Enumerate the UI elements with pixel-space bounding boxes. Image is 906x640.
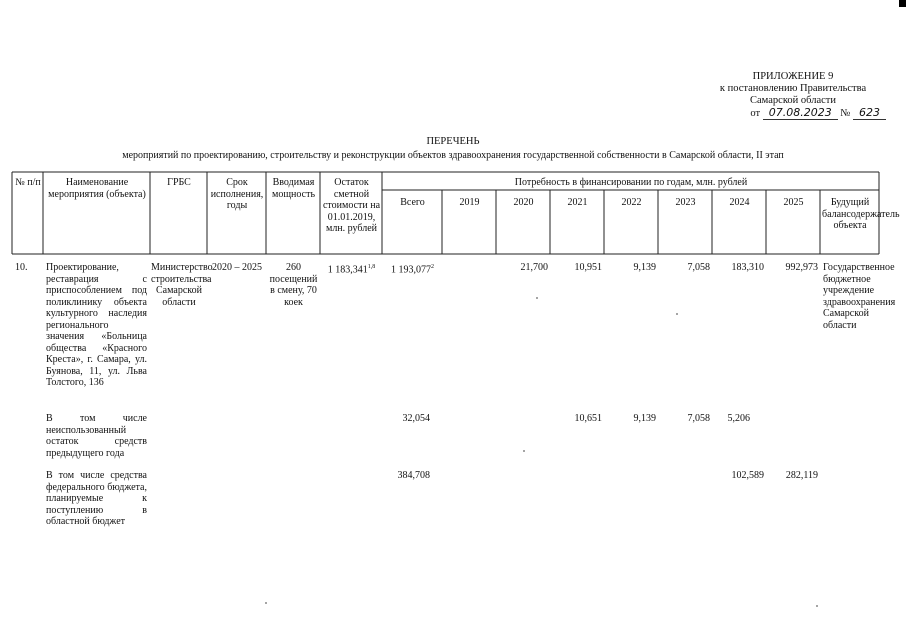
- row-name: Проектирование, реставрация с приспособлением под поликлинику объекта культурного наследия регионального значения «Больница общества «Красного Креста», г. Самара, ул. Буянова, 11, ул. Льва Толстого, 136: [46, 262, 147, 388]
- row-value-2024: 183,310: [731, 262, 764, 273]
- sub1-value-2023: 7,058: [687, 413, 710, 424]
- header-year-2023: 2023: [675, 197, 696, 208]
- sub1-value-2022: 9,139: [633, 413, 656, 424]
- scan-speck: [536, 297, 538, 299]
- header-holder: Будущий балансодержатель объекта: [822, 197, 900, 231]
- scan-speck: [816, 605, 818, 607]
- header-year-2019: 2019: [459, 197, 480, 208]
- appendix-block: [700, 71, 886, 120]
- sub2-total: 384,708: [397, 470, 430, 481]
- date-prefix: от: [750, 108, 761, 119]
- row-value-2022: 9,139: [633, 262, 656, 273]
- header-grbs: ГРБС: [167, 177, 191, 188]
- header-total: Всего: [400, 197, 425, 208]
- appendix-decree-line: к постановлению Правительства: [719, 83, 867, 94]
- scan-speck: [265, 602, 267, 604]
- sub1-label: В том числе неиспользованный остаток средств предыдущего года: [46, 413, 147, 459]
- row-remaining: 1 183,341$^{1,8}$: [327, 264, 376, 276]
- row-value-2021: 10,951: [574, 262, 602, 273]
- header-year-2021: 2021: [567, 197, 588, 208]
- header-funding: Потребность в финансировании по годам, млн. рублей: [514, 177, 748, 188]
- row-value-2023: 7,058: [687, 262, 710, 273]
- header-year-2025: 2025: [783, 197, 804, 208]
- row-capacity: 260 посещений в смену, 70 коек: [269, 262, 318, 308]
- scan-speck: [523, 450, 525, 452]
- header-year-2022: 2022: [621, 197, 642, 208]
- document-subtitle: мероприятий по проектированию, строительству и реконструкции объектов здравоохранения государственной собственности в Самарской области, II этап: [122, 150, 784, 161]
- sub2-value-2025: 282,119: [785, 470, 818, 481]
- scan-corner-mark: [899, 0, 906, 7]
- row-grbs: Министерство строительства Самарской области: [151, 262, 213, 308]
- scan-speck: [676, 313, 678, 315]
- header-capacity: Вводимая мощность: [272, 177, 315, 200]
- decree-number: 623: [853, 107, 886, 120]
- appendix-title: ПРИЛОЖЕНИЕ 9: [752, 71, 834, 82]
- header-num: № п/п: [15, 177, 41, 188]
- row-holder: Государственное бюджетное учреждение здравоохранения Самарской области: [823, 262, 896, 331]
- row-term: 2020 – 2025: [212, 262, 262, 273]
- appendix-region-line: Самарской области: [750, 95, 836, 106]
- row-value-2025: 992,973: [785, 262, 818, 273]
- header-remaining: Остаток сметной стоимости на 01.01.2019, млн. рублей: [322, 177, 381, 234]
- sub2-value-2024: 102,589: [731, 470, 764, 481]
- sub1-total: 32,054: [402, 413, 430, 424]
- sub1-value-2021: 10,651: [574, 413, 602, 424]
- document-title: ПЕРЕЧЕНЬ: [426, 136, 480, 147]
- header-name: Наименование мероприятия (объекта): [48, 177, 146, 200]
- header-term: Срок исполнения, годы: [210, 177, 264, 211]
- row-total: 1 193,077$^2$: [391, 264, 434, 276]
- decree-date: 07.08.2023: [763, 107, 838, 120]
- row-number: 10.: [15, 262, 28, 273]
- row-value-2020: 21,700: [520, 262, 548, 273]
- sub1-value-2024: 5,206: [727, 413, 750, 424]
- header-year-2020: 2020: [513, 197, 534, 208]
- appendix-date-line: [700, 107, 886, 120]
- sub2-label: В том числе средства федерального бюджета, планируемые к поступлению в областной бюджет: [46, 470, 147, 527]
- number-prefix: №: [840, 108, 851, 119]
- header-year-2024: 2024: [729, 197, 750, 208]
